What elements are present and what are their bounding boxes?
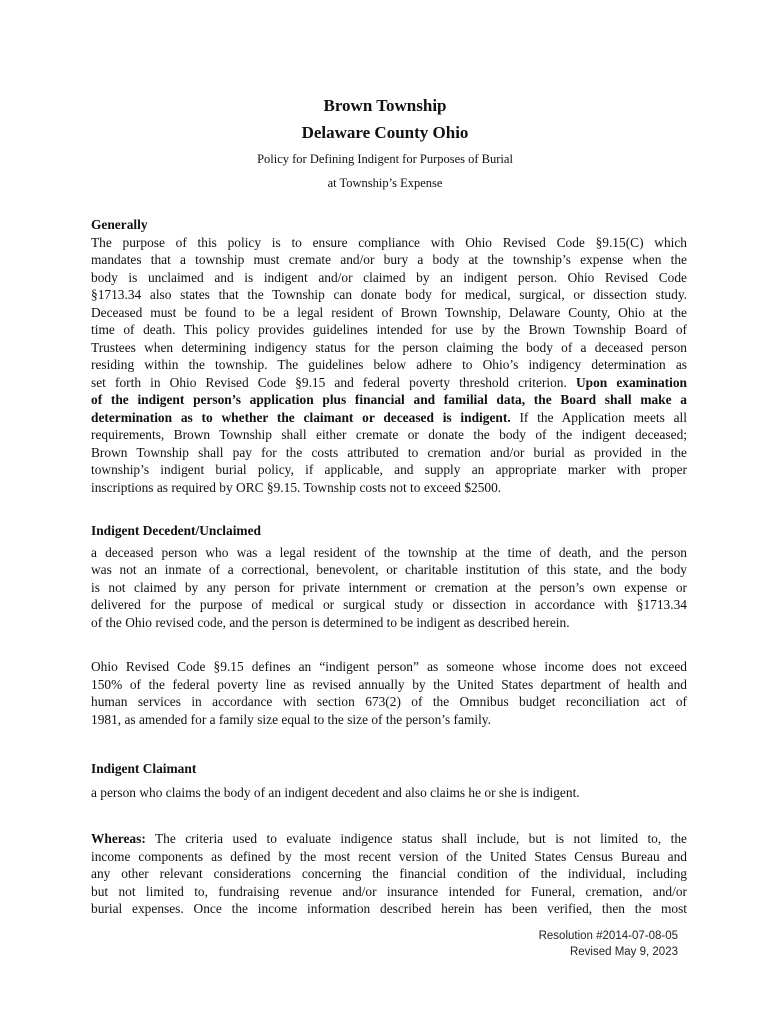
paragraph-generally — [91, 234, 687, 497]
text-fragment: The criteria used to evaluate indigence status shall include, but is not limited to, the — [145, 831, 687, 846]
bold-text: of the indigent person’s application plus financial and familial data, the Board shall make a — [91, 392, 687, 407]
text-line: time of death. This policy provides guidelines intended for use by the Brown Township Board of — [91, 322, 687, 337]
text-line: township’s indigent burial policy, if applicable, and supply an appropriate marker with proper — [91, 462, 687, 477]
text-line: Brown Township shall pay for the costs attributed to cremation and/or burial as provided in the — [91, 444, 687, 460]
paragraph-definition — [91, 658, 687, 728]
text-line: mandates that a township must cremate and/or bury a body at the township’s expense when the — [91, 252, 687, 267]
bold-text: determination as to whether the claimant or deceased is indigent. — [91, 409, 511, 425]
revised-date: Revised May 9, 2023 — [569, 946, 678, 958]
document-subtitle-county: Delaware County Ohio — [301, 123, 469, 142]
text-line: residing within the township. The guidelines below adhere to Ohio’s indigency determination as — [91, 357, 687, 372]
policy-title-line1: Policy for Defining Indigent for Purposes of Burial — [257, 152, 513, 166]
text-line: any other relevant considerations concerning the financial condition of the individual, including — [91, 866, 687, 881]
text-line-mixed — [91, 830, 687, 848]
text-line: §1713.34 also states that the Township can donate body for medical, surgical, or dissection study. — [91, 287, 687, 302]
text-fragment: set forth in Ohio Revised Code §9.15 and federal poverty threshold criterion. — [91, 374, 576, 390]
text-line: 1981, as amended for a family size equal to the size of the person’s family. — [91, 711, 491, 727]
text-line-mixed — [91, 374, 687, 392]
text-line-mixed — [91, 409, 687, 427]
section-heading-claimant: Indigent Claimant — [91, 761, 197, 776]
text-line: income components as defined by the most recent version of the United States Census Bureau and — [91, 848, 687, 864]
text-line-bold — [91, 391, 687, 409]
text-line: body is unclaimed and is indigent and/or claimed by an indigent person. Ohio Revised Code — [91, 269, 687, 285]
paragraph-decedent — [91, 544, 687, 632]
text-line: burial expenses. Once the income information described herein has been verified, then the most — [91, 901, 687, 916]
text-line: is not claimed by any person for private internment or cremation at the person’s own expense or — [91, 579, 687, 595]
section-heading-generally: Generally — [91, 217, 148, 232]
text-fragment: If the Application meets all — [510, 409, 687, 425]
text-line: inscriptions as required by ORC §9.15. Township costs not to exceed $2500. — [91, 479, 502, 495]
text-line: of the Ohio revised code, and the person is determined to be indigent as described herein. — [91, 614, 570, 630]
text-line: was not an inmate of a correctional, benevolent, or charitable institution of this state, and the body — [91, 562, 687, 577]
policy-title-line2: at Township’s Expense — [327, 176, 443, 190]
text-line: Trustees when determining indigency status for the person claiming the body of a deceased person — [91, 339, 687, 355]
text-line: Ohio Revised Code §9.15 defines an “indigent person” as someone whose income does not exceed — [91, 659, 687, 674]
footer — [539, 928, 678, 960]
text-line: a person who claims the body of an indigent decedent and also claims he or she is indigent. — [91, 784, 580, 800]
bold-text: Upon examination — [575, 374, 687, 390]
text-line: a deceased person who was a legal resident of the township at the time of death, and the person — [91, 544, 687, 560]
section-indigent-definition — [91, 658, 687, 728]
paragraph-claimant — [91, 784, 687, 802]
document-title: Brown Township — [323, 96, 447, 115]
section-indigent-decedent — [91, 522, 687, 631]
text-line: Deceased must be found to be a legal resident of Brown Township, Delaware County, Ohio at the — [91, 304, 687, 320]
section-generally — [91, 216, 687, 496]
text-line: requirements, Brown Township shall either cremate or donate the body of the indigent deceased; — [91, 427, 687, 442]
paragraph-whereas — [91, 830, 687, 918]
text-line: delivered for the purpose of medical or surgical study or dissection in accordance with §1713.34 — [91, 597, 687, 612]
text-line: but not limited to, fundraising revenue and/or insurance intended for Funeral, cremation, and/or — [91, 883, 687, 899]
section-heading-decedent: Indigent Decedent/Unclaimed — [91, 523, 261, 538]
section-indigent-claimant — [91, 760, 687, 801]
section-whereas — [91, 830, 687, 918]
text-line: The purpose of this policy is to ensure compliance with Ohio Revised Code §9.15(C) which — [91, 234, 687, 250]
text-line: human services in accordance with section 673(2) of the Omnibus budget reconciliation act of — [91, 694, 687, 709]
bold-text: Whereas: — [91, 831, 146, 846]
resolution-number: Resolution #2014-07-08-05 — [538, 930, 678, 942]
text-line: 150% of the federal poverty line as revised annually by the United States department of health and — [91, 676, 687, 692]
